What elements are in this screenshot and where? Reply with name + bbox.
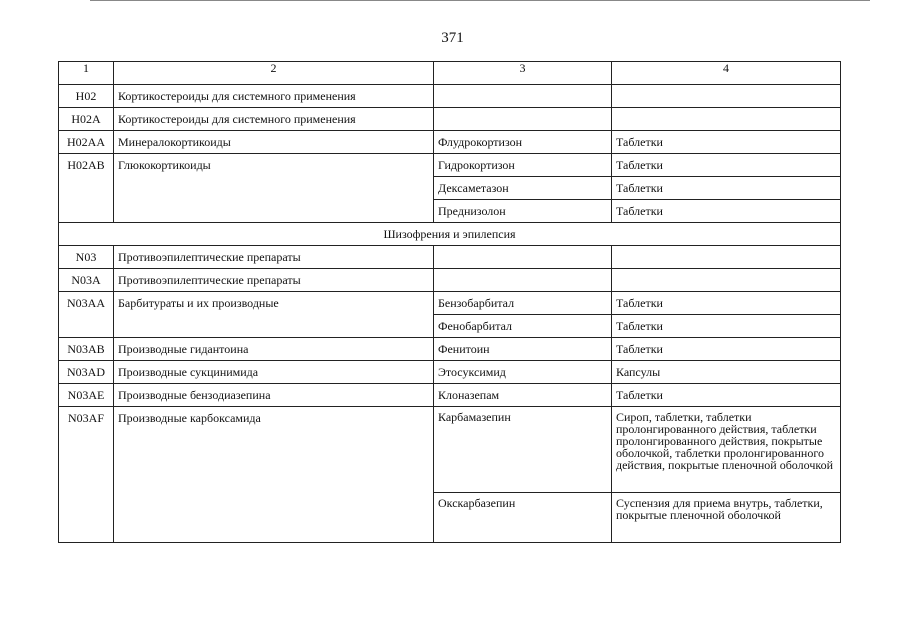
drug-name-cell [434,384,612,407]
table-row [59,85,841,108]
atc-code-cell [59,154,114,223]
atc-code: N03 [75,250,97,264]
drug-name: Гидрокортизон [438,158,515,172]
atc-group-name: Кортикостероиды для системного применения [118,112,356,126]
dosage-form-cell [612,246,841,269]
drug-name-cell [434,131,612,154]
atc-code: N03AA [67,296,105,310]
atc-group-name: Барбитураты и их производные [118,296,279,310]
atc-group-cell [114,131,434,154]
dosage-form-cell [612,315,841,338]
dosage-form-cell [612,200,841,223]
dosage-form-cell [612,269,841,292]
atc-code-cell [59,108,114,131]
drug-name-cell [434,407,612,493]
dosage-form: Таблетки [616,296,663,310]
dosage-form-cell [612,177,841,200]
drug-name: Этосуксимид [438,365,506,379]
dosage-form: Таблетки [616,342,663,356]
atc-group-cell [114,292,434,338]
atc-code: N03AF [67,411,104,425]
header-cell: 2 [114,62,434,85]
atc-code-cell [59,338,114,361]
dosage-form: Суспензия для приема внутрь, таблетки, покрытые пленочной оболочкой [616,496,823,522]
drug-name-cell [434,177,612,200]
dosage-form-cell [612,384,841,407]
drug-name-cell [434,108,612,131]
drug-name-cell [434,292,612,315]
table-row [59,292,841,315]
dosage-form: Сироп, таблетки, таблетки пролонгированного действия, таблетки пролонгированного действия, покрытые оболочкой, таблетки пролонгированного действия, покрытые пленочной оболочкой [616,410,834,472]
dosage-form: Таблетки [616,135,663,149]
atc-code-cell [59,131,114,154]
drug-name-cell [434,493,612,543]
dosage-form [616,108,836,113]
atc-group-cell [114,108,434,131]
atc-group-cell [114,338,434,361]
atc-code-cell [59,292,114,338]
table-body [59,62,841,543]
dosage-form-cell [612,292,841,315]
table-row [59,384,841,407]
atc-group-name: Минералокортикоиды [118,135,231,149]
dosage-form-cell [612,338,841,361]
dosage-form [616,85,836,90]
atc-group-cell [114,361,434,384]
drug-name: Карбамазепин [438,410,511,424]
drug-name [438,85,607,90]
dosage-form: Капсулы [616,365,661,379]
drug-table [58,61,841,543]
table-row [59,407,841,493]
atc-code-cell [59,246,114,269]
header-cell: 4 [612,62,841,85]
drug-name: Дексаметазон [438,181,509,195]
table-row [59,131,841,154]
drug-name-cell [434,361,612,384]
drug-name [438,269,607,274]
dosage-form: Таблетки [616,319,663,333]
atc-code: H02 [75,89,97,103]
header-cell: 3 [434,62,612,85]
atc-code-cell [59,269,114,292]
atc-group-name: Производные карбоксамида [118,411,261,425]
drug-name-cell [434,246,612,269]
atc-group-cell [114,154,434,223]
drug-name: Фенобарбитал [438,319,512,333]
drug-name [438,108,607,113]
atc-code: N03A [71,273,101,287]
drug-name-cell [434,154,612,177]
dosage-form: Таблетки [616,158,663,172]
drug-name: Флудрокортизон [438,135,523,149]
header-cell: 1 [59,62,114,85]
drug-name: Фенитоин [438,342,490,356]
atc-code-cell [59,85,114,108]
dosage-form-cell [612,493,841,543]
dosage-form [616,269,836,274]
atc-code-cell [59,407,114,543]
drug-name: Окскарбазепин [438,496,516,510]
drug-name: Клоназепам [438,388,500,402]
atc-code: N03AB [67,342,105,356]
atc-group-name: Производные сукцинимида [118,365,259,379]
dosage-form-cell [612,85,841,108]
atc-code: H02AA [67,135,105,149]
dosage-form-cell [612,131,841,154]
drug-name-cell [434,338,612,361]
table-row [59,269,841,292]
table-row [59,361,841,384]
scan-top-edge [90,0,870,3]
atc-code: H02A [71,112,101,126]
atc-code: H02AB [67,158,105,172]
atc-group-cell [114,269,434,292]
section-title-text: Шизофрения и эпилепсия [383,227,516,241]
atc-group-name: Кортикостероиды для системного применения [118,89,356,103]
table-row [59,246,841,269]
atc-group-name: Глюкокортикоиды [118,158,211,172]
drug-name-cell [434,315,612,338]
atc-group-name: Противоэпилептические препараты [118,273,301,287]
drug-name-cell [434,85,612,108]
atc-group-cell [114,85,434,108]
atc-group-cell [114,246,434,269]
atc-group-name: Производные бензодиазепина [118,388,271,402]
dosage-form [616,246,836,251]
table-row [59,154,841,177]
section-row [59,223,841,246]
dosage-form-cell [612,154,841,177]
table-row [59,338,841,361]
atc-group-cell [114,384,434,407]
atc-code-cell [59,361,114,384]
drug-name [438,246,607,251]
atc-code-cell [59,384,114,407]
atc-code: N03AE [67,388,105,402]
dosage-form: Таблетки [616,204,663,218]
section-title [59,223,841,246]
atc-group-name: Производные гидантоина [118,342,249,356]
drug-name-cell [434,200,612,223]
atc-group-cell [114,407,434,543]
atc-group-name: Противоэпилептические препараты [118,250,301,264]
table-row [59,108,841,131]
table-header-row [59,62,841,85]
drug-name: Преднизолон [438,204,506,218]
dosage-form-cell [612,361,841,384]
dosage-form-cell [612,108,841,131]
drug-name: Бензобарбитал [438,296,515,310]
drug-name-cell [434,269,612,292]
dosage-form: Таблетки [616,181,663,195]
dosage-form-cell [612,407,841,493]
dosage-form: Таблетки [616,388,663,402]
atc-code: N03AD [67,365,105,379]
page-number: 371 [441,30,464,46]
